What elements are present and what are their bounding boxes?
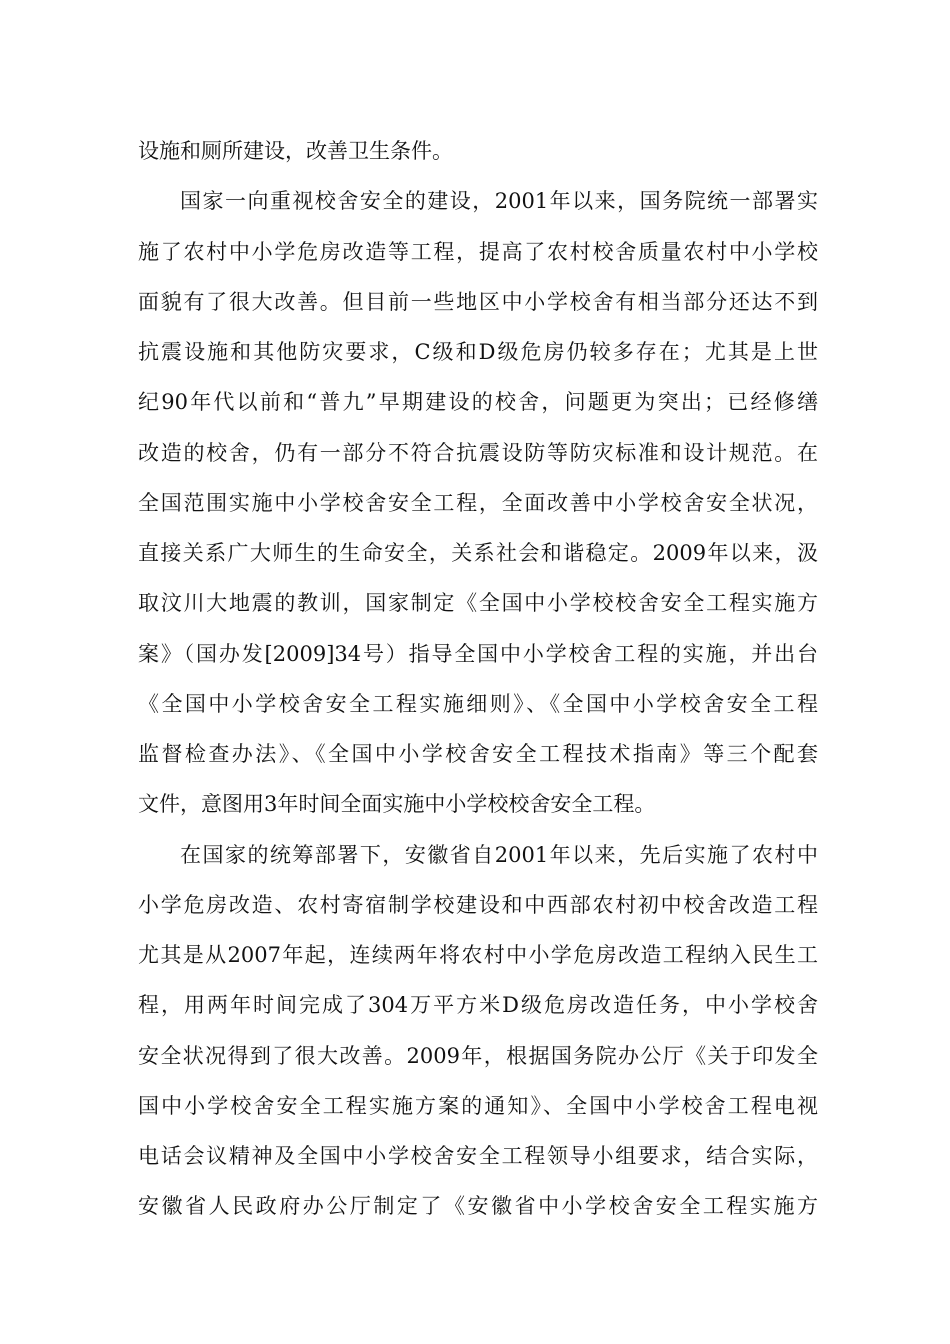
text-line: 文件，意图用3年时间全面实施中小学校校舍安全工程。: [138, 792, 656, 816]
text-line: 抗震设施和其他防灾要求，C级和D级危房仍较多存在；尤其是上世: [138, 340, 818, 364]
paragraph-first-line: 国家一向重视校舍安全的建设，2001年以来，国务院统一部署实: [180, 189, 818, 213]
text-line: 程，用两年时间完成了304万平方米D级危房改造任务，中小学校舍: [138, 993, 818, 1017]
text-line: 安全状况得到了很大改善。2009年，根据国务院办公厅《关于印发全: [138, 1044, 818, 1068]
text-line: 小学危房改造、农村寄宿制学校建设和中西部农村初中校舍改造工程: [138, 893, 818, 917]
text-line: 施了农村中小学危房改造等工程，提高了农村校舍质量农村中小学校: [138, 240, 818, 264]
text-line: 面貌有了很大改善。但目前一些地区中小学校舍有相当部分还达不到: [138, 290, 818, 314]
text-line: 取汶川大地震的教训，国家制定《全国中小学校校舍安全工程实施方: [138, 591, 818, 615]
text-line: 直接关系广大师生的生命安全，关系社会和谐稳定。2009年以来，汲: [138, 541, 818, 565]
text-line: 电话会议精神及全国中小学校舍安全工程领导小组要求，结合实际，: [138, 1144, 818, 1168]
text-line: 纪90年代以前和“普九”早期建设的校舍，问题更为突出；已经修缮: [138, 390, 818, 414]
text-line: 全国范围实施中小学校舍安全工程，全面改善中小学校舍安全状况，: [138, 491, 818, 515]
text-line: 设施和厕所建设，改善卫生条件。: [138, 139, 453, 163]
text-line: 案》（国办发[2009]34号）指导全国中小学校舍工程的实施，并出台: [138, 642, 818, 666]
text-line: 改造的校舍，仍有一部分不符合抗震设防等防灾标准和设计规范。在: [138, 441, 818, 465]
text-line: 安徽省人民政府办公厅制定了《安徽省中小学校舍安全工程实施方: [138, 1194, 818, 1218]
text-line: 监督检查办法》、《全国中小学校舍安全工程技术指南》等三个配套: [138, 742, 818, 766]
text-line: 尤其是从2007年起，连续两年将农村中小学危房改造工程纳入民生工: [138, 943, 818, 967]
text-line: 《全国中小学校舍安全工程实施细则》、《全国中小学校舍安全工程: [138, 692, 818, 716]
text-line: 国中小学校舍安全工程实施方案的通知》、全国中小学校舍工程电视: [138, 1094, 818, 1118]
paragraph-first-line: 在国家的统筹部署下，安徽省自2001年以来，先后实施了农村中: [180, 843, 818, 867]
